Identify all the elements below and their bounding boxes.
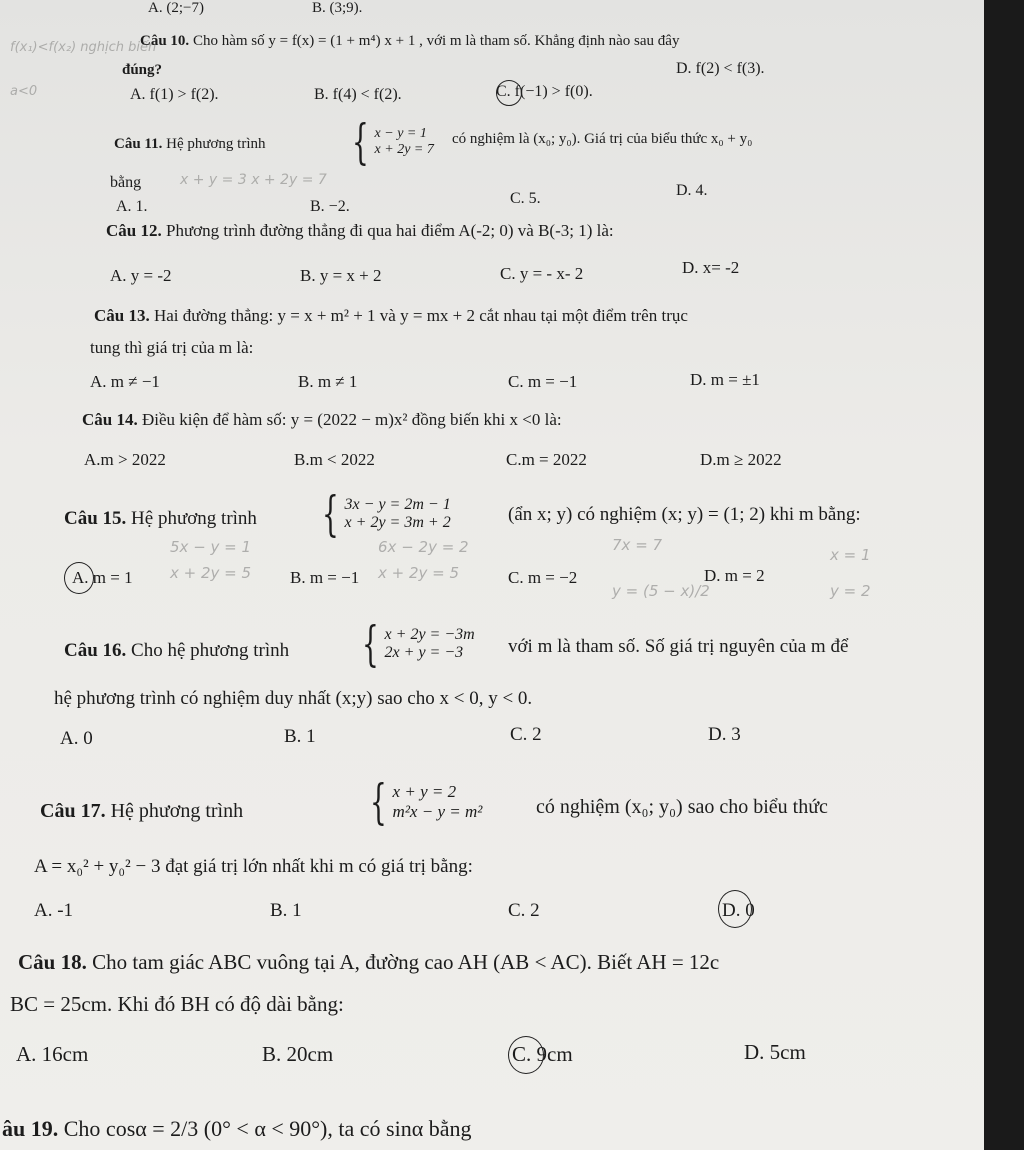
handwritten-note: 5x − y = 1 [170, 538, 252, 556]
option-d: D.m ≥ 2022 [700, 450, 782, 469]
option-d: D. m = ±1 [690, 370, 760, 389]
question-text-cont: hệ phương trình có nghiệm duy nhất (x;y) sao cho x < 0, y < 0. [54, 688, 533, 709]
option-a: A. -1 [34, 900, 74, 921]
question-12 [106, 221, 614, 241]
system-lines [375, 126, 434, 158]
equation-system [352, 114, 434, 170]
handwritten-note: x + 2y = 5 [378, 564, 460, 582]
handwritten-note: y = (5 − x)/2 [612, 582, 710, 600]
brace-symbol: { [362, 616, 379, 672]
handwritten-note: y = 2 [830, 582, 871, 600]
question-text-cont: đúng? [122, 62, 163, 78]
option-c: C. m = −1 [508, 372, 578, 391]
equation: x + 2y = −3m [384, 626, 475, 643]
handwritten-note: x = 1 [830, 546, 871, 564]
option-b: B.m < 2022 [294, 450, 375, 469]
option-c: C. 5. [510, 190, 541, 207]
question-label: Câu 12. [106, 221, 162, 240]
equation: x − y = 1 [374, 126, 427, 141]
question-text-2: (ẩn x; y) có nghiệm (x; y) = (1; 2) khi m bằng: [508, 504, 861, 525]
brace-symbol: { [322, 486, 339, 542]
option-c: C. 9cm [512, 1042, 573, 1066]
handwritten-note: 7x = 7 [612, 536, 663, 554]
question-10 [140, 33, 679, 50]
option-c: C. f(−1) > f(0). [496, 83, 593, 100]
prev-option-a: A. (2;−7) [148, 0, 204, 16]
question-13 [94, 306, 688, 326]
question-text: Cho hàm số y = f(x) = (1 + m⁴) x + 1 , với m là tham số. Khẳng định nào sau đây [189, 33, 680, 49]
option-b: B. −2. [310, 198, 350, 215]
question-label: Câu 11. [114, 136, 163, 152]
equation: x + 2y = 3m + 2 [344, 514, 451, 531]
option-a: A. 16cm [16, 1042, 89, 1066]
handwritten-note: 6x − 2y = 2 [378, 538, 469, 556]
question-17 [40, 800, 243, 823]
equation: 3x − y = 2m − 1 [344, 496, 451, 513]
equation-system [322, 486, 451, 542]
question-text-2: có nghiệm (x₀; y₀) sao cho biểu thức [536, 796, 828, 818]
option-b: B. y = x + 2 [300, 266, 382, 285]
question-text: Phương trình đường thẳng đi qua hai điểm A(-2; 0) và B(-3; 1) là: [161, 221, 614, 240]
option-b: B. m = −1 [290, 568, 360, 587]
option-a: A. 1. [116, 198, 148, 215]
handwritten-note: a<0 [10, 84, 38, 99]
question-label: âu 19. [2, 1116, 59, 1141]
option-c: C. y = - x- 2 [500, 264, 584, 283]
handwritten-note: x + y = 3 x + 2y = 7 [180, 172, 327, 188]
question-label: Câu 13. [94, 306, 150, 325]
prev-option-b: B. (3;9). [312, 0, 363, 16]
system-lines [393, 782, 483, 822]
question-15 [64, 508, 257, 530]
option-d: D. x= -2 [682, 258, 740, 277]
question-text: Cho cosα = 2/3 (0° < α < 90°), ta có sinα bằng [58, 1116, 472, 1141]
question-label: Câu 18. [18, 950, 87, 974]
option-d: D. m = 2 [704, 566, 765, 585]
question-text-2: với m là tham số. Số giá trị nguyên của m để [508, 636, 849, 657]
handwritten-note: f(x₁)<f(x₂) nghịch biến [10, 40, 157, 55]
question-text-cont: BC = 25cm. Khi đó BH có độ dài bằng: [10, 992, 344, 1016]
question-text-cont: bằng [110, 174, 142, 191]
question-text: Hệ phương trình [105, 800, 244, 822]
question-text: Hai đường thẳng: y = x + m² + 1 và y = mx + 2 cắt nhau tại một điểm trên trục [149, 306, 688, 325]
equation: m²x − y = m² [392, 802, 483, 821]
option-b: B. 1 [270, 900, 302, 921]
answer-circle [64, 562, 94, 594]
answer-circle [496, 80, 522, 106]
answer-circle [718, 890, 752, 928]
question-text-2: có nghiệm là (x₀; y₀). Giá trị của biểu thức x₀ + y₀ [452, 131, 753, 147]
option-a: A. y = -2 [110, 266, 172, 285]
question-text-cont: tung thì giá trị của m là: [90, 338, 254, 357]
option-b: B. m ≠ 1 [298, 372, 358, 391]
option-c: C. m = −2 [508, 568, 578, 587]
option-b: B. 20cm [262, 1042, 334, 1066]
option-d: D. 0 [722, 900, 755, 921]
question-label: Câu 15. [64, 508, 127, 529]
equation: x + 2y = 7 [374, 142, 434, 157]
equation-system [362, 616, 475, 672]
option-d: D. 5cm [744, 1040, 806, 1064]
system-lines [385, 626, 475, 662]
option-c: C. 2 [510, 724, 542, 745]
option-a: A. 0 [60, 728, 93, 749]
equation: 2x + y = −3 [384, 644, 464, 661]
option-a: A. m ≠ −1 [90, 372, 160, 391]
question-text: Cho hệ phương trình [126, 640, 290, 661]
option-b: B. 1 [284, 726, 316, 747]
option-a: A.m > 2022 [84, 450, 166, 469]
option-c: C. 2 [508, 900, 540, 921]
option-b: B. f(4) < f(2). [314, 86, 402, 103]
equation: x + y = 2 [392, 782, 457, 801]
question-19 [2, 1116, 472, 1142]
question-text: Hệ phương trình [162, 136, 266, 152]
question-label: Câu 16. [64, 640, 127, 661]
option-a: A. f(1) > f(2). [130, 86, 219, 103]
handwritten-note: x + 2y = 5 [170, 564, 252, 582]
question-label: Câu 14. [82, 410, 138, 429]
answer-circle [508, 1036, 544, 1074]
question-text: Cho tam giác ABC vuông tại A, đường cao AH (AB < AC). Biết AH = 12c [86, 950, 720, 974]
brace-symbol: { [370, 774, 387, 830]
option-d: D. 4. [676, 182, 708, 199]
question-text: Điều kiện để hàm số: y = (2022 − m)x² đồng biến khi x <0 là: [137, 410, 562, 429]
equation-system [370, 774, 483, 830]
question-11 [114, 136, 266, 153]
system-lines [345, 496, 451, 532]
brace-symbol: { [352, 114, 369, 170]
question-16 [64, 640, 289, 662]
option-a: A. m = 1 [72, 568, 133, 587]
option-d: D. 3 [708, 724, 741, 745]
question-label: Câu 17. [40, 800, 106, 822]
question-text-cont: A = x₀² + y₀² − 3 đạt giá trị lớn nhất khi m có giá trị bằng: [34, 856, 473, 877]
question-14 [82, 410, 562, 430]
option-c: C.m = 2022 [506, 450, 587, 469]
question-text: Hệ phương trình [126, 508, 257, 529]
option-d: D. f(2) < f(3). [676, 60, 765, 77]
question-18 [18, 950, 719, 975]
question-label: Câu 10. [140, 33, 190, 49]
